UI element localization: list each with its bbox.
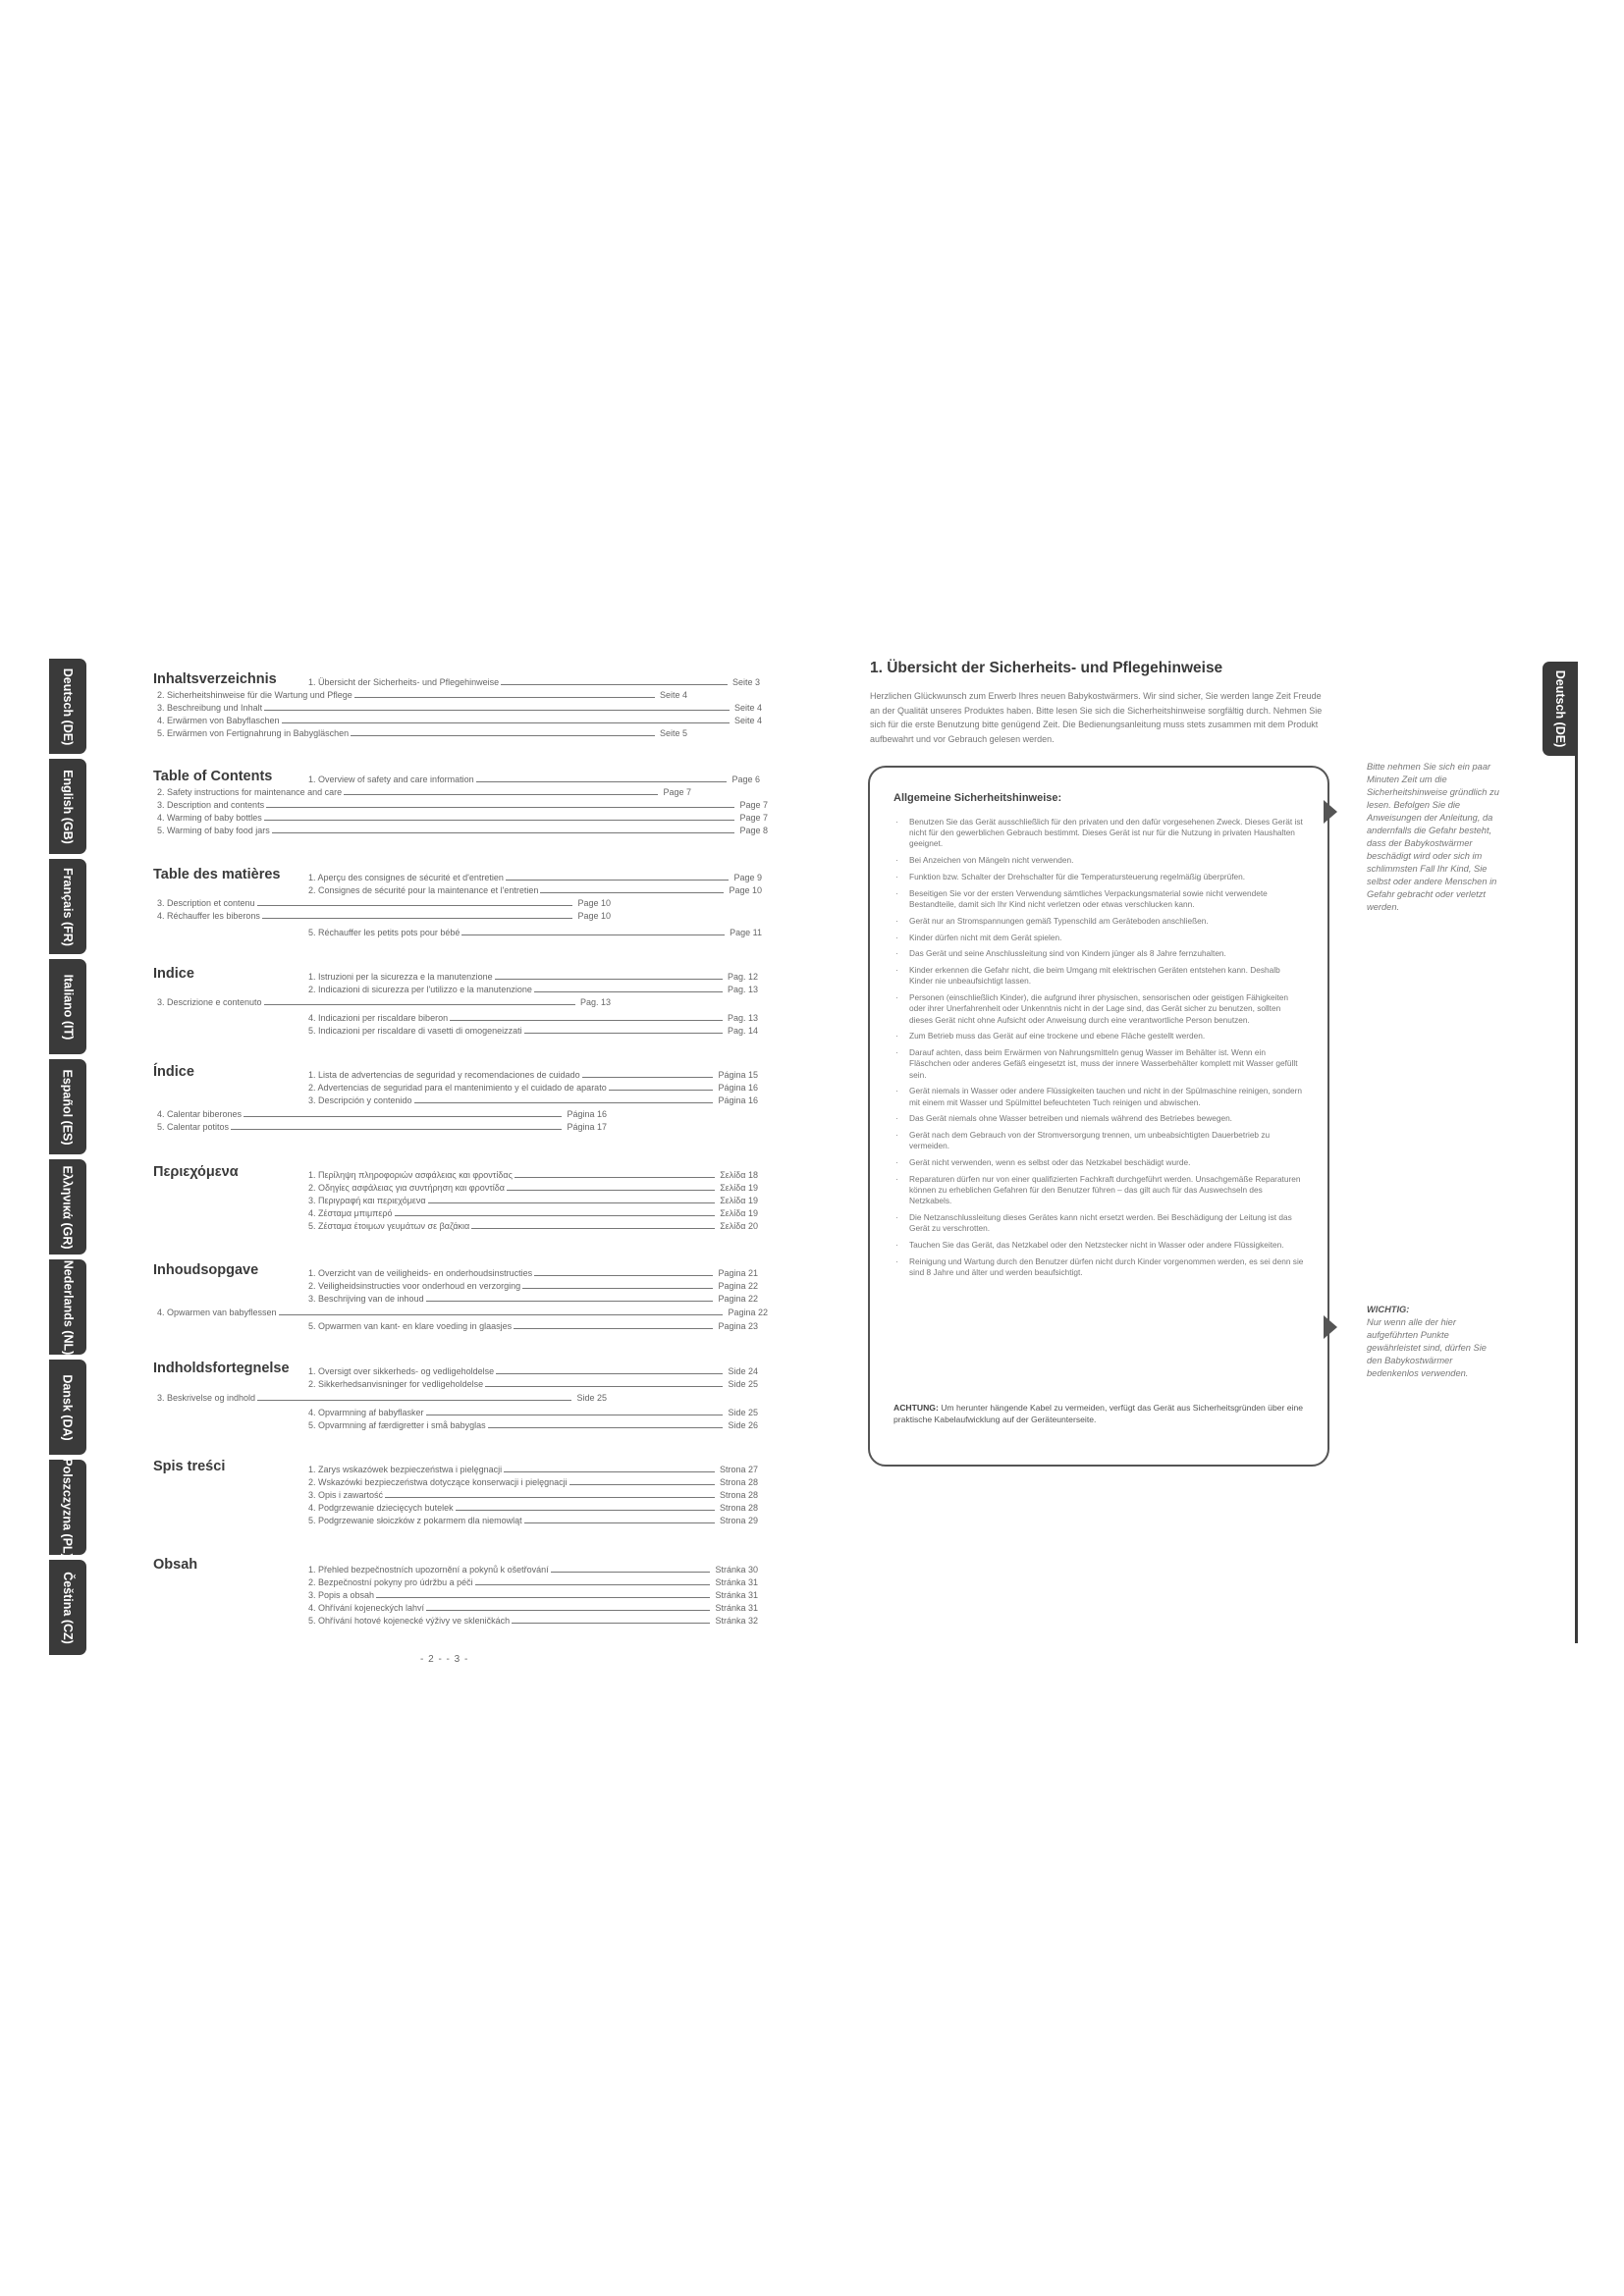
important-label: WICHTIG: [1367, 1305, 1410, 1314]
list-item: · Gerät nur an Stromspannungen gemäß Typenschild am Geräteboden anschließen. [893, 916, 1304, 927]
toc-heading: Περιεχόμενα [153, 1164, 239, 1180]
toc-entry[interactable]: 1. Istruzioni per la sicurezza e la manutenzione Pag. 12 [308, 972, 758, 982]
toc-entry[interactable]: 2. Indicazioni di sicurezza per l'utilizzo e la manutenzione Pag. 13 [308, 985, 758, 994]
toc-entry[interactable]: 5. Calentar potitos Página 17 [157, 1122, 607, 1132]
safety-list [893, 817, 1304, 1284]
list-item: · Kinder dürfen nicht mit dem Gerät spielen. [893, 933, 1304, 943]
list-item: · Reinigung und Wartung durch den Benutzer dürfen nicht durch Kinder vorgenommen werden, es sei denn sie sind 8 Jahre und älter und werden beaufsichtigt. [893, 1256, 1304, 1278]
list-item: · Das Gerät niemals ohne Wasser betreiben und niemals während des Betriebes bewegen. [893, 1113, 1304, 1124]
toc-entry[interactable]: 3. Popis a obsah Stránka 31 [308, 1590, 758, 1600]
warning-text: Um herunter hängende Kabel zu vermeiden, verfügt das Gerät aus Sicherheitsgründen über eine praktische Kabelaufwicklung auf der Geräteunterseite. [893, 1403, 1304, 1424]
toc-entry[interactable]: 1. Oversigt over sikkerheds- og vedligeholdelse Side 24 [308, 1366, 758, 1376]
list-item: · Tauchen Sie das Gerät, das Netzkabel oder den Netzstecker nicht in Wasser oder andere Flüssigkeiten. [893, 1240, 1304, 1251]
tab-dansk[interactable]: Dansk (DA) [49, 1360, 86, 1455]
toc-entry[interactable]: 1. Lista de advertencias de seguridad y recomendaciones de cuidado Página 15 [308, 1070, 758, 1080]
toc-entry[interactable]: 4. Opvarmning af babyflasker Side 25 [308, 1408, 758, 1417]
toc-entry[interactable]: 1. Περίληψη πληροφοριών ασφάλειας και φροντίδας Σελίδα 18 [308, 1170, 758, 1180]
toc-entry[interactable]: 3. Descrizione e contenuto Pag. 13 [157, 997, 611, 1007]
list-item: · Gerät niemals in Wasser oder andere Flüssigkeiten tauchen und nicht in der Spülmaschine reinigen, sondern mit einem mit Wasser und Spülmittel befeuchteten Tuch reinigen und abwischen. [893, 1086, 1304, 1107]
toc-entry[interactable]: 1. Übersicht der Sicherheits- und Pflegehinweise Seite 3 [308, 677, 760, 687]
page-edge-rule [1575, 662, 1578, 1643]
toc-entry[interactable]: 3. Περιγραφή και περιεχόμενα Σελίδα 19 [308, 1196, 758, 1205]
tab-greek[interactable]: Ελληνικά (GR) [49, 1159, 86, 1255]
tab-polszczyzna[interactable]: Polszczyzna (PL) [49, 1460, 86, 1555]
toc-entry[interactable]: 5. Podgrzewanie słoiczków z pokarmem dla niemowląt Strona 29 [308, 1516, 758, 1525]
safety-heading: Allgemeine Sicherheitshinweise: [893, 792, 1062, 804]
page-numbers: - 2 - - 3 - [420, 1654, 469, 1665]
margin-note-important [1367, 1304, 1504, 1380]
toc-heading: Obsah [153, 1557, 198, 1573]
tab-francais[interactable]: Français (FR) [49, 859, 86, 954]
toc-entry[interactable]: 4. Erwärmen von Babyflaschen Seite 4 [157, 716, 762, 725]
toc-entry[interactable]: 3. Description and contents Page 7 [157, 800, 768, 810]
toc-entry[interactable]: 1. Overzicht van de veiligheids- en onderhoudsinstructies Pagina 21 [308, 1268, 758, 1278]
toc-entry[interactable]: 4. Ζέσταμα μπιμπερό Σελίδα 19 [308, 1208, 758, 1218]
list-item: · Gerät nicht verwenden, wenn es selbst oder das Netzkabel beschädigt wurde. [893, 1157, 1304, 1168]
toc-heading: Inhaltsverzeichnis [153, 671, 277, 687]
callout-arrow [1324, 800, 1337, 824]
warning-label: ACHTUNG: [893, 1403, 939, 1413]
toc-entry[interactable]: 1. Aperçu des consignes de sécurité et d'entretien Page 9 [308, 873, 762, 882]
toc-entry[interactable]: 4. Opwarmen van babyflessen Pagina 22 [157, 1308, 768, 1317]
toc-heading: Spis treści [153, 1459, 226, 1474]
toc-entry[interactable]: 3. Opis i zawartość Strona 28 [308, 1490, 758, 1500]
toc-entry[interactable]: 5. Réchauffer les petits pots pour bébé Page 11 [308, 928, 762, 937]
list-item: · Zum Betrieb muss das Gerät auf eine trockene und ebene Fläche gestellt werden. [893, 1031, 1304, 1041]
toc-entry[interactable]: 2. Bezpečnostní pokyny pro údržbu a péči Stránka 31 [308, 1577, 758, 1587]
list-item: · Kinder erkennen die Gefahr nicht, die beim Umgang mit elektrischen Geräten entstehen kann. Deshalb Kinder nie unbeaufsichtigt lassen. [893, 965, 1304, 987]
toc-entry[interactable]: 2. Veiligheidsinstructies voor onderhoud en verzorging Pagina 22 [308, 1281, 758, 1291]
toc-entry[interactable]: 4. Warming of baby bottles Page 7 [157, 813, 768, 823]
toc-heading: Table of Contents [153, 769, 273, 784]
list-item: · Benutzen Sie das Gerät ausschließlich für den privaten und den dafür vorgesehenen Zweck. Dieses Gerät ist nicht für den gewerblichen Gebrauch bestimmt. Dieses Gerät ist nur für die Nutzung in privaten Haushalten geeignet. [893, 817, 1304, 850]
toc-entry[interactable]: 2. Safety instructions for maintenance and care Page 7 [157, 787, 691, 797]
tab-espanol[interactable]: Español (ES) [49, 1059, 86, 1154]
tab-nederlands[interactable]: Nederlands (NL) [49, 1259, 86, 1355]
toc-heading: Índice [153, 1064, 194, 1080]
list-item: · Gerät nach dem Gebrauch von der Stromversorgung trennen, um unbeabsichtigten Dauerbetrieb zu vermeiden. [893, 1130, 1304, 1151]
list-item: · Darauf achten, dass beim Erwärmen von Nahrungsmitteln genug Wasser im Behälter ist. Wenn ein Fläschchen oder anderes Gefäß eingesetzt ist, muss der innere Wasserbehälter komplett mit Wasser gefüllt sein. [893, 1047, 1304, 1081]
toc-heading: Inhoudsopgave [153, 1262, 259, 1278]
toc-entry[interactable]: 2. Sikkerhedsanvisninger for vedligeholdelse Side 25 [308, 1379, 758, 1389]
toc-entry[interactable]: 2. Advertencias de seguridad para el mantenimiento y el cuidado de aparato Página 16 [308, 1083, 758, 1093]
toc-entry[interactable]: 3. Description et contenu Page 10 [157, 898, 611, 908]
list-item: · Bei Anzeichen von Mängeln nicht verwenden. [893, 855, 1304, 866]
warning-note [893, 1402, 1304, 1425]
toc-entry[interactable]: 5. Opvarmning af færdigretter i små babyglas Side 26 [308, 1420, 758, 1430]
toc-entry[interactable]: 4. Podgrzewanie dziecięcych butelek Strona 28 [308, 1503, 758, 1513]
margin-note-text: Bitte nehmen Sie sich ein paar Minuten Zeit um die Sicherheitshinweise gründlich zu lesen. Befolgen Sie die Anweisungen der Anleitung, da andernfalls die Gefahr besteht, dass der Babykostwärmer beschädigt wird oder sich im schlimmsten Fall Ihr Kind, Sie selbst oder andere Menschen in Gefahr gebracht oder verletzt werden. [1367, 762, 1499, 912]
intro-text: Herzlichen Glückwunsch zum Erwerb Ihres neuen Babykostwärmers. Wir sind sicher, Sie werden lange Zeit Freude an der Qualität unseres Produktes haben. Bitte lesen Sie sich die Sicherheitshinweise sorgfältig durch. Nehmen Sie sich für die erste Benutzung bitte genügend Zeit. Die Bedienungsanleitung muss stets zusammen mit dem Produkt aufbewahrt und vor Gebrauch gelesen werden. [870, 691, 1323, 744]
toc-entry[interactable]: 3. Beschrijving van de inhoud Pagina 22 [308, 1294, 758, 1304]
toc-entry[interactable]: 1. Zarys wskazówek bezpieczeństwa i pielęgnacji Strona 27 [308, 1465, 758, 1474]
toc-entry[interactable]: 1. Overview of safety and care information Page 6 [308, 774, 760, 784]
important-text: Nur wenn alle der hier aufgeführten Punkte gewährleistet sind, dürfen Sie den Babykostwärmer bedenkenlos verwenden. [1367, 1317, 1487, 1378]
toc-entry[interactable]: 5. Opwarmen van kant- en klare voeding in glaasjes Pagina 23 [308, 1321, 758, 1331]
toc-entry[interactable]: 5. Warming of baby food jars Page 8 [157, 826, 768, 835]
margin-note [1367, 761, 1504, 914]
list-item: · Die Netzanschlussleitung dieses Gerätes kann nicht ersetzt werden. Bei Beschädigung der Leitung ist das Gerät zu verschrotten. [893, 1212, 1304, 1234]
toc-entry[interactable]: 3. Beschreibung und Inhalt Seite 4 [157, 703, 762, 713]
callout-arrow [1324, 1315, 1337, 1339]
list-item: · Das Gerät und seine Anschlussleitung sind von Kindern jünger als 8 Jahre fernzuhalten. [893, 948, 1304, 959]
toc-entry[interactable]: 5. Ohřívání hotové kojenecké výživy ve skleničkách Stránka 32 [308, 1616, 758, 1626]
toc-entry[interactable]: 5. Indicazioni per riscaldare di vasetti di omogeneizzati Pag. 14 [308, 1026, 758, 1036]
toc-entry[interactable]: 5. Erwärmen von Fertignahrung in Babygläschen Seite 5 [157, 728, 687, 738]
list-item: · Personen (einschließlich Kinder), die aufgrund ihrer physischen, sensorischen oder geistigen Fähigkeiten oder ihrer Unerfahrenheit oder Unkenntnis nicht in der Lage sind, das Gerät sicher zu benutzen, sollten dieses Gerät nicht ohne Aufsicht oder Anweisung durch eine verantwortliche Person benutzen. [893, 992, 1304, 1026]
tab-english[interactable]: English (GB) [49, 759, 86, 854]
tab-cestina[interactable]: Čeština (CZ) [49, 1560, 86, 1655]
toc-heading: Indice [153, 966, 194, 982]
toc-entry[interactable]: 2. Sicherheitshinweise für die Wartung und Pflege Seite 4 [157, 690, 687, 700]
toc-entry[interactable]: 4. Réchauffer les biberons Page 10 [157, 911, 611, 921]
toc-entry[interactable]: 3. Beskrivelse og indhold Side 25 [157, 1393, 607, 1403]
tab-italiano[interactable]: Italiano (IT) [49, 959, 86, 1054]
list-item: · Beseitigen Sie vor der ersten Verwendung sämtliches Verpackungsmaterial sowie nicht verwendete Bestandteile, damit sich Ihr Kind nicht verletzen oder etwas verschlucken kann. [893, 888, 1304, 910]
section-title: 1. Übersicht der Sicherheits- und Pflegehinweise [870, 660, 1223, 676]
toc-entry[interactable]: 4. Calentar biberones Página 16 [157, 1109, 607, 1119]
toc-entry[interactable]: 2. Wskazówki bezpieczeństwa dotyczące konserwacji i pielęgnacji Strona 28 [308, 1477, 758, 1487]
toc-entry[interactable]: 2. Οδηγίες ασφάλειας για συντήρηση και φροντίδα Σελίδα 19 [308, 1183, 758, 1193]
toc-heading: Indholdsfortegnelse [153, 1361, 290, 1376]
toc-entry[interactable]: 5. Ζέσταμα έτοιμων γευμάτων σε βαζάκια Σελίδα 20 [308, 1221, 758, 1231]
tab-deutsch[interactable]: Deutsch (DE) [49, 659, 86, 754]
toc-entry[interactable]: 4. Indicazioni per riscaldare biberon Pag. 13 [308, 1013, 758, 1023]
list-item: · Reparaturen dürfen nur von einer qualifizierten Fachkraft durchgeführt werden. Unsachgemäße Reparaturen können zu erheblichen Gefahren für den Benutzer führen – das gilt auch für das Auswechseln des Netzkabels. [893, 1174, 1304, 1207]
toc-entry[interactable]: 3. Descripción y contenido Página 16 [308, 1095, 758, 1105]
toc-entry[interactable]: 4. Ohřívání kojeneckých lahví Stránka 31 [308, 1603, 758, 1613]
toc-entry[interactable]: 1. Přehled bezpečnostních upozornění a pokynů k ošetřování Stránka 30 [308, 1565, 758, 1575]
tab-deutsch-right[interactable]: Deutsch (DE) [1543, 662, 1578, 756]
toc-heading: Table des matières [153, 867, 281, 882]
toc-entry[interactable]: 2. Consignes de sécurité pour la maintenance et l'entretien Page 10 [308, 885, 762, 895]
list-item: · Funktion bzw. Schalter der Drehschalter für die Temperatursteuerung regelmäßig überprüfen. [893, 872, 1304, 882]
